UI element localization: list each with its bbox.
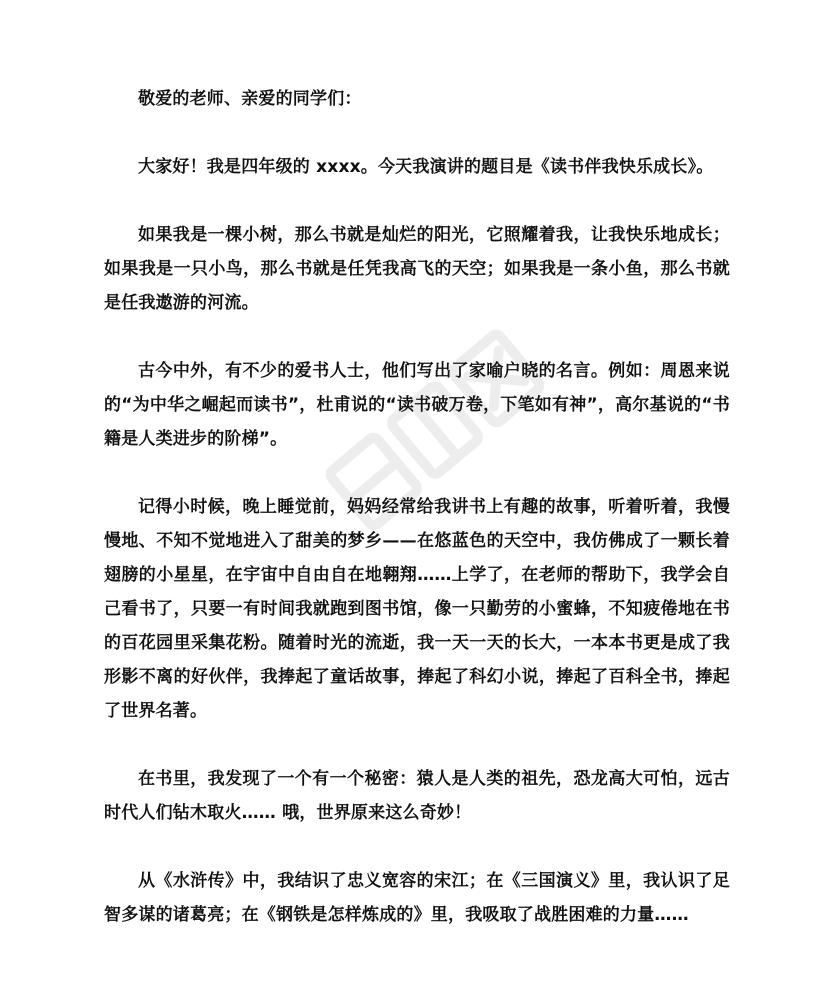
- speech-text: [104, 82, 730, 932]
- intro-paragraph: 大家好！我是四年级的 xxxx。今天我演讲的题目是《读书伴我快乐成长》。: [138, 157, 714, 177]
- body-paragraph: 如果我是一棵小树，那么书就是灿烂的阳光，它照耀着我，让我快乐地成长；如果我是一只小鸟，那么书就是任凭我高飞的天空；如果我是一条小鱼，那么书就是任我遨游的河流。: [104, 225, 730, 313]
- salutation: 敬爱的老师、亲爱的同学们：: [138, 89, 362, 109]
- body-paragraph: 记得小时候，晚上睡觉前，妈妈经常给我讲书上有趣的故事，听着听着，我慢慢地、不知不觉地进入了甜美的梦乡——在悠蓝色的天空中，我仿佛成了一颗长着翅膀的小星星，在宇宙中自由自在地翱翔……上学了，在老师的帮助下，我学会自己看书了，只要一有时间我就跑到图书馆，像一只勤劳的小蜜蜂，不知疲倦地在书的百花园里采集花粉。随着时光的流逝，我一天一天的长大，一本本书更是成了我形影不离的好伙伴，我捧起了童话故事，捧起了科幻小说，捧起了百科全书，捧起了世界名著。: [104, 497, 730, 721]
- body-paragraph: 在书里，我发现了一个有一个秘密：猿人是人类的祖先，恐龙高大可怕，远古时代人们钻木取火…… 哦，世界原来这么奇妙！: [104, 769, 730, 823]
- body-paragraph: 从《水浒传》中，我结识了忠义宽容的宋江；在《三国演义》里，我认识了足智多谋的诸葛亮；在《钢铁是怎样炼成的》里，我吸取了战胜困难的力量……: [104, 871, 730, 925]
- body-paragraph: 古今中外，有不少的爱书人士，他们写出了家喻户晓的名言。例如：周恩来说的“为中华之崛起而读书”，杜甫说的“读书破万卷，下笔如有神”，高尔基说的“书籍是人类进步的阶梯”。: [104, 361, 730, 449]
